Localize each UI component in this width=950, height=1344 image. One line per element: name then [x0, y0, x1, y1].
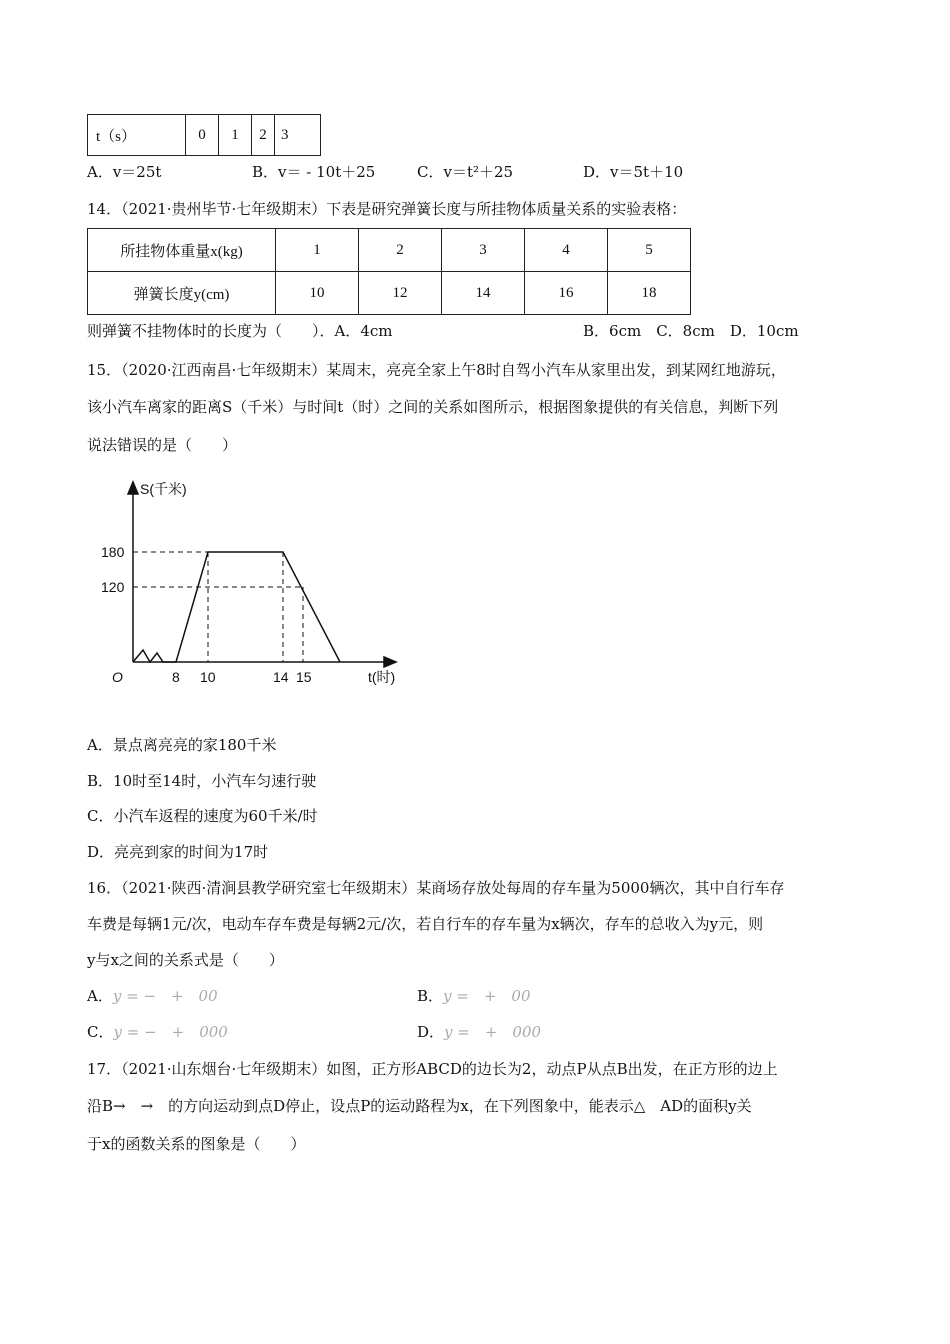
table-cell: 3	[275, 115, 321, 156]
q17-stem-1: 17．（2021·山东烟台·七年级期末）如图，正方形ABCD的边长为2，动点P从点B出发，在正方形的边上	[87, 1060, 778, 1078]
q14-table	[87, 228, 691, 315]
option-label: C．	[87, 1023, 114, 1041]
q14-question: 则弹簧不挂物体时的长度为（ ）．A．4cm	[87, 322, 393, 340]
table-cell: 12	[359, 272, 442, 315]
q17-stem-3: 于x的函数关系的图象是（ ）	[87, 1135, 306, 1153]
table-cell: t（s）	[88, 115, 186, 156]
q15-option-a[interactable]: A．景点离亮亮的家180千米	[87, 736, 277, 754]
q14-options[interactable]: B．6cm C．8cm D．10cm	[583, 322, 799, 340]
table-cell: 14	[442, 272, 525, 315]
q13-option-a[interactable]: A．v＝25t	[87, 163, 162, 181]
q13-table	[87, 114, 321, 156]
table-cell: 5	[608, 229, 691, 272]
q13-option-b[interactable]: B．v＝ - 10t＋25	[252, 163, 376, 181]
q15-option-d[interactable]: D．亮亮到家的时间为17时	[87, 843, 269, 861]
q13-option-d[interactable]: D．v＝5t＋10	[583, 163, 684, 181]
x-tick: 14	[273, 669, 289, 685]
table-header-cell: 所挂物体重量x(kg)	[88, 229, 276, 272]
option-formula: y = − + 000	[113, 1023, 228, 1041]
q15-stem-2: 该小汽车离家的距离S（千米）与时间t（时）之间的关系如图所示，根据图象提供的有关信息，判断下列	[87, 398, 779, 416]
option-label: A．	[87, 987, 113, 1005]
origin-label: O	[112, 669, 123, 685]
x-tick: 10	[200, 669, 216, 685]
q14-stem: 14．（2021·贵州毕节·七年级期末）下表是研究弹簧长度与所挂物体质量关系的实验表格：	[87, 200, 687, 218]
q15-stem-3: 说法错误的是（ ）	[87, 436, 238, 454]
q16-option-a[interactable]	[87, 985, 218, 1006]
option-formula: y = + 00	[443, 987, 531, 1005]
option-label: B．	[417, 987, 444, 1005]
y-tick: 120	[101, 579, 125, 595]
q15-option-c[interactable]: C．小汽车返程的速度为60千米/时	[87, 807, 318, 825]
table-cell: 3	[442, 229, 525, 272]
q16-stem-2: 车费是每辆1元/次，电动车存车费是每辆2元/次，若自行车的存车量为x辆次，存车的总收入为y元，则	[87, 915, 764, 933]
table-cell: 16	[525, 272, 608, 315]
table-cell: 10	[276, 272, 359, 315]
q15-stem-1: 15．（2020·江西南昌·七年级期末）某周末，亮亮全家上午8时自驾小汽车从家里出发，到某网红地游玩，	[87, 361, 786, 379]
q15-graph	[0, 470, 950, 700]
x-tick: 8	[172, 669, 180, 685]
q17-stem-2: 沿B→ → 的方向运动到点D停止，设点P的运动路程为x，在下列图象中，能表示△ AD的面积y关	[87, 1097, 752, 1115]
table-cell: 1	[219, 115, 252, 156]
q16-stem-1: 16．（2021·陕西·清涧县教学研究室七年级期末）某商场存放处每周的存车量为5000辆次，其中自行车存	[87, 879, 785, 897]
table-cell: 2	[252, 115, 275, 156]
option-formula: y = + 000	[444, 1023, 542, 1041]
option-formula: y = − + 00	[112, 987, 218, 1005]
q16-option-c[interactable]	[87, 1021, 228, 1042]
x-tick: 15	[296, 669, 312, 685]
distance-line	[133, 552, 340, 662]
q16-option-d[interactable]	[417, 1021, 541, 1042]
option-label: D．	[417, 1023, 445, 1041]
q16-stem-3: y与x之间的关系式是（ ）	[87, 951, 284, 969]
q15-option-b[interactable]: B．10时至14时，小汽车匀速行驶	[87, 772, 317, 790]
table-cell: 18	[608, 272, 691, 315]
table-cell: 2	[359, 229, 442, 272]
table-cell: 1	[276, 229, 359, 272]
table-cell: 0	[186, 115, 219, 156]
y-tick: 180	[101, 544, 125, 560]
q13-option-c[interactable]: C．v＝t²＋25	[417, 163, 514, 181]
x-axis-label: t(时)	[368, 669, 396, 685]
y-axis-label: S(千米)	[140, 481, 187, 497]
table-cell: 4	[525, 229, 608, 272]
q16-option-b[interactable]	[417, 985, 531, 1006]
table-header-cell: 弹簧长度y(cm)	[88, 272, 276, 315]
